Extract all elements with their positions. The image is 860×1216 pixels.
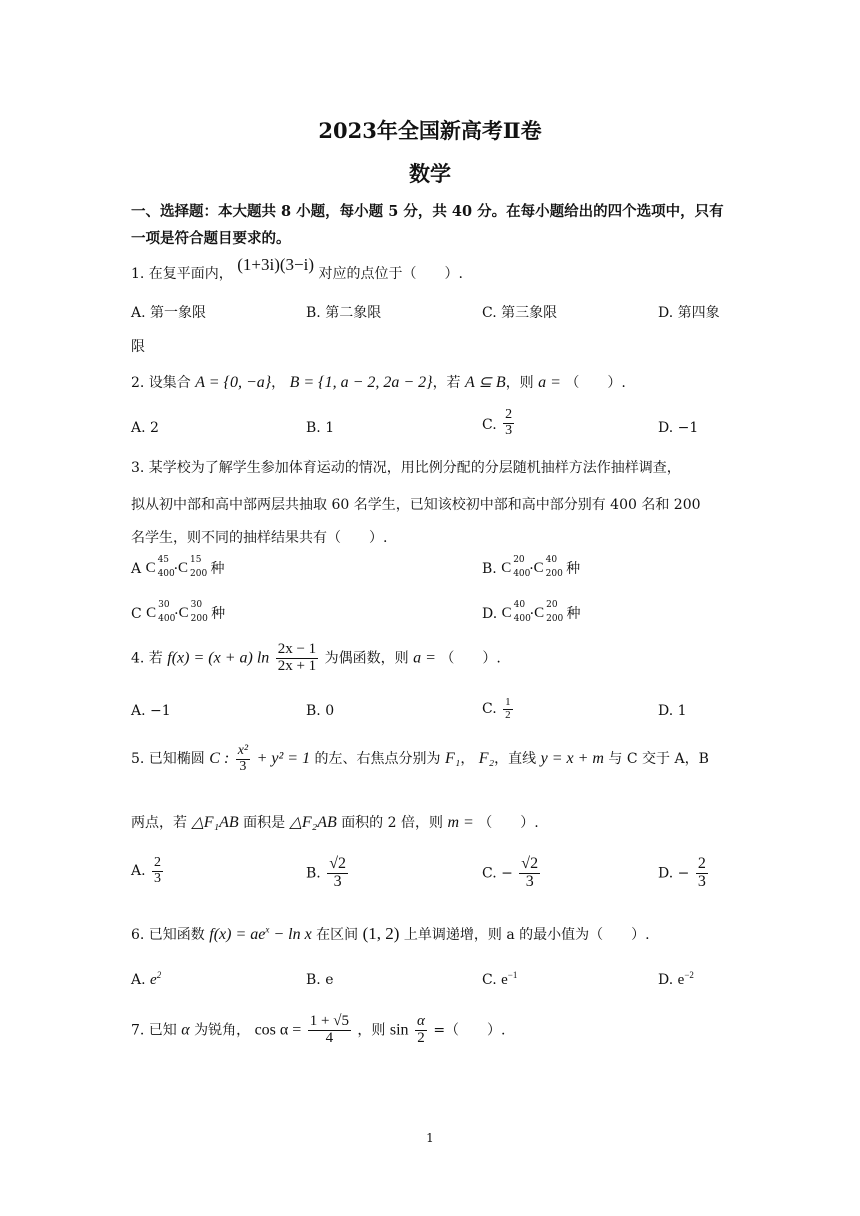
q3-option-a-comb2: C 15 200 — [178, 555, 208, 579]
q5-option-a-num: 2 — [154, 855, 162, 870]
q5-triangle-1: △F₁AB — [191, 814, 239, 831]
q3-option-d-unit: 种 — [566, 606, 581, 622]
q4-option-c — [482, 697, 515, 721]
q7-number: 7. 已知 — [131, 1022, 177, 1039]
question-7 — [131, 1014, 506, 1047]
q3-option-c-label: C — [131, 606, 142, 622]
q4-tail: 为偶函数，则 — [324, 650, 409, 667]
question-2 — [131, 372, 626, 392]
q5-line2-b: 面积是 — [243, 815, 286, 831]
q5-ellipse-post: + y² = 1 — [256, 750, 311, 768]
q5-option-c — [482, 856, 542, 891]
q3-option-a: A C 45 400 · C 15 200 种 — [131, 555, 225, 579]
q5-option-c-fraction — [519, 856, 540, 891]
q6-option-a-value: $e^2$ — [150, 970, 162, 988]
q5-option-d-den: 3 — [697, 872, 706, 890]
q1-option-d: D. 第四象 — [658, 305, 720, 321]
q3-option-b-label: B. — [482, 561, 497, 577]
page-number: 1 — [426, 1131, 434, 1145]
question-1 — [131, 255, 463, 283]
q5-option-a-label: A. — [131, 863, 146, 880]
q4-option-c-fraction — [503, 697, 513, 721]
q5-f1: F₁ — [445, 750, 461, 768]
q2-option-c — [482, 408, 516, 438]
q7-sin-fraction — [415, 1014, 427, 1047]
q5-option-b-label: B. — [306, 865, 321, 882]
q2-option-d: D. −1 — [658, 420, 699, 436]
q3-option-d-label: D. — [482, 606, 498, 622]
q4-option-c-den: 2 — [505, 708, 511, 721]
q5-option-b — [306, 856, 350, 891]
q5-tail1: 的左、右焦点分别为 — [314, 751, 441, 768]
q5-option-a-fraction — [152, 856, 163, 886]
q5-option-c-label: C. − — [482, 865, 513, 882]
q3-line2: 拟从初中部和高中部两层共抽取 60 名学生，已知该校初中部和高中部分别有 400 名和 200 — [131, 497, 701, 513]
q5-ellipse-prefix: C : — [209, 750, 230, 768]
q3-option-c-comb2: C 30 200 — [178, 600, 208, 624]
q7-alpha: α — [181, 1021, 190, 1039]
q7-sin-den: 2 — [417, 1029, 425, 1046]
q4-option-a: A. −1 — [131, 703, 171, 719]
q5-option-a — [131, 856, 165, 886]
q1-expression: (1+3i)(3−i) — [237, 255, 315, 274]
q7-tail1: 为锐角， — [194, 1022, 251, 1039]
q4-expression: f(x) = (x + a) ln — [167, 649, 270, 667]
q2-set-a: A = {0, −a} — [195, 374, 272, 391]
q7-fraction — [308, 1014, 351, 1047]
q2-tail2: ，则 — [505, 375, 534, 391]
q6-option-c-value: $e^{-1}$ — [501, 970, 518, 988]
q4-fraction-num: 2x − 1 — [277, 641, 317, 657]
q5-tail3: 与 C 交于 A，B — [608, 751, 709, 768]
q2-ask: a = — [538, 374, 561, 391]
q5-sep: ， — [460, 751, 475, 768]
q5-line: y = x + m — [540, 750, 604, 768]
q6-option-a-label: A. — [131, 972, 146, 988]
q3-option-a-comb1: C 45 400 — [145, 555, 175, 579]
q4-option-b: B. 0 — [306, 703, 335, 719]
q7-tail2: ，则 — [357, 1022, 386, 1039]
q3-option-b: B. C 20 400 · C 40 200 种 — [482, 555, 581, 579]
q6-option-a — [131, 970, 161, 989]
q6-option-d-label: D. — [658, 972, 674, 988]
q3-line1: 3. 某学校为了解学生参加体育运动的情况，用比例分配的分层随机抽样方法作抽样调查， — [131, 460, 681, 476]
q3-option-d-comb1: C 40 400 — [501, 600, 531, 624]
q3-option-c: C C 30 400 · C 30 200 种 — [131, 600, 226, 624]
question-4 — [131, 642, 501, 675]
q5-ellipse-num: x² — [237, 743, 249, 758]
q7-fraction-den: 4 — [325, 1029, 334, 1046]
q5-option-d — [658, 856, 710, 891]
q2-tail1: ，若 — [432, 375, 461, 391]
q3-option-c-unit: 种 — [211, 606, 226, 622]
q5-ellipse-den: 3 — [239, 758, 247, 774]
q2-set-b: B = {1, a − 2, 2a − 2} — [289, 374, 433, 391]
q4-option-c-label: C. — [482, 701, 497, 718]
q5-line2-c: 面积的 2 倍，则 — [341, 815, 443, 831]
q2-option-c-fraction — [503, 408, 514, 438]
q4-fraction-den: 2x + 1 — [277, 657, 317, 674]
q1-option-b: B. 第二象限 — [306, 305, 382, 321]
q2-sep: ， — [271, 375, 286, 391]
q5-option-b-fraction — [327, 856, 348, 891]
q5-tail2: ，直线 — [494, 751, 537, 768]
page-subtitle: 数学 — [409, 161, 451, 186]
q7-sin: sin — [389, 1021, 409, 1039]
q7-sin-num: α — [417, 1013, 425, 1029]
section-heading-line2: 一项是符合题目要求的。 — [131, 230, 291, 247]
q2-tail3: （ ）. — [565, 375, 626, 391]
q5-f2: F₂ — [478, 750, 495, 768]
q2-option-b: B. 1 — [306, 420, 335, 436]
section-heading-line1: 一、选择题：本大题共 8 小题，每小题 5 分，共 40 分。在每小题给出的四个选项中，只有 — [131, 203, 724, 220]
question-5-line1 — [131, 744, 709, 774]
q3-line3: 名学生，则不同的抽样结果共有（ ）. — [131, 530, 388, 546]
q1-option-a: A. 第一象限 — [131, 305, 207, 321]
q5-option-d-fraction — [696, 856, 708, 891]
q4-fraction — [276, 642, 318, 675]
q6-expression: $f(x) = ae^x - \ln x$ — [209, 924, 312, 943]
q3-option-c-comb1: C 30 400 — [146, 600, 176, 624]
q3-option-d-comb2: C 20 200 — [534, 600, 564, 624]
q6-tail1: 在区间 — [316, 927, 359, 943]
q6-option-b: B. e — [306, 972, 334, 988]
q2-relation: A ⊆ B — [465, 374, 506, 391]
q1-option-d-wrap: 限 — [131, 339, 145, 355]
question-6 — [131, 924, 650, 944]
q3-option-a-label: A — [131, 561, 142, 577]
q3-option-d: D. C 40 400 · C 20 200 种 — [482, 600, 581, 624]
question-5-line2 — [131, 812, 539, 832]
q6-option-d — [658, 970, 694, 989]
q5-line2-a: 两点，若 — [131, 815, 187, 831]
q7-tail3: =（ ）. — [433, 1022, 506, 1039]
q5-option-b-num: √2 — [329, 855, 346, 872]
q6-option-c — [482, 970, 517, 989]
q5-line2-d: （ ）. — [478, 815, 539, 831]
q6-option-c-label: C. — [482, 972, 497, 988]
q6-number: 6. 已知函数 — [131, 927, 205, 943]
q5-option-d-label: D. − — [658, 865, 690, 882]
q3-option-a-unit: 种 — [210, 561, 225, 577]
q4-number: 4. 若 — [131, 650, 163, 667]
q1-number: 1. 在复平面内， — [131, 266, 233, 282]
q3-option-b-comb2: C 40 200 — [533, 555, 563, 579]
q5-option-c-den: 3 — [525, 872, 534, 890]
q2-option-c-num: 2 — [505, 407, 513, 422]
q3-option-b-unit: 种 — [566, 561, 581, 577]
q4-option-c-num: 1 — [505, 696, 511, 708]
q7-cos: cos α = — [254, 1021, 302, 1039]
q5-option-c-num: √2 — [521, 855, 539, 872]
q6-option-d-value: $e^{-2}$ — [677, 970, 694, 988]
q2-number: 2. 设集合 — [131, 375, 191, 391]
q5-option-b-den: 3 — [333, 872, 342, 890]
q2-option-c-label: C. — [482, 417, 497, 434]
q5-option-a-den: 3 — [154, 870, 162, 886]
q5-ellipse-fraction — [236, 744, 250, 774]
q4-ask: a = — [413, 649, 436, 667]
q1-tail: 对应的点位于（ ）. — [318, 266, 463, 282]
q5-triangle-2: △F₂AB — [289, 814, 337, 831]
q6-interval: (1, 2) — [362, 924, 400, 943]
q4-option-d: D. 1 — [658, 703, 687, 719]
q7-fraction-num: 1 + √5 — [309, 1013, 349, 1029]
q5-number: 5. 已知椭圆 — [131, 751, 205, 768]
q5-option-d-num: 2 — [697, 855, 706, 872]
q4-tail2: （ ）. — [440, 650, 501, 667]
page-title: 2023年全国新高考Ⅱ卷 — [318, 118, 542, 143]
q2-option-c-den: 3 — [505, 422, 513, 438]
q1-option-c: C. 第三象限 — [482, 305, 558, 321]
q3-option-b-comb1: C 20 400 — [501, 555, 531, 579]
q2-option-a: A. 2 — [131, 420, 159, 436]
q5-ask: m = — [447, 814, 474, 831]
q6-tail2: 上单调递增，则 a 的最小值为（ ）. — [403, 927, 650, 943]
